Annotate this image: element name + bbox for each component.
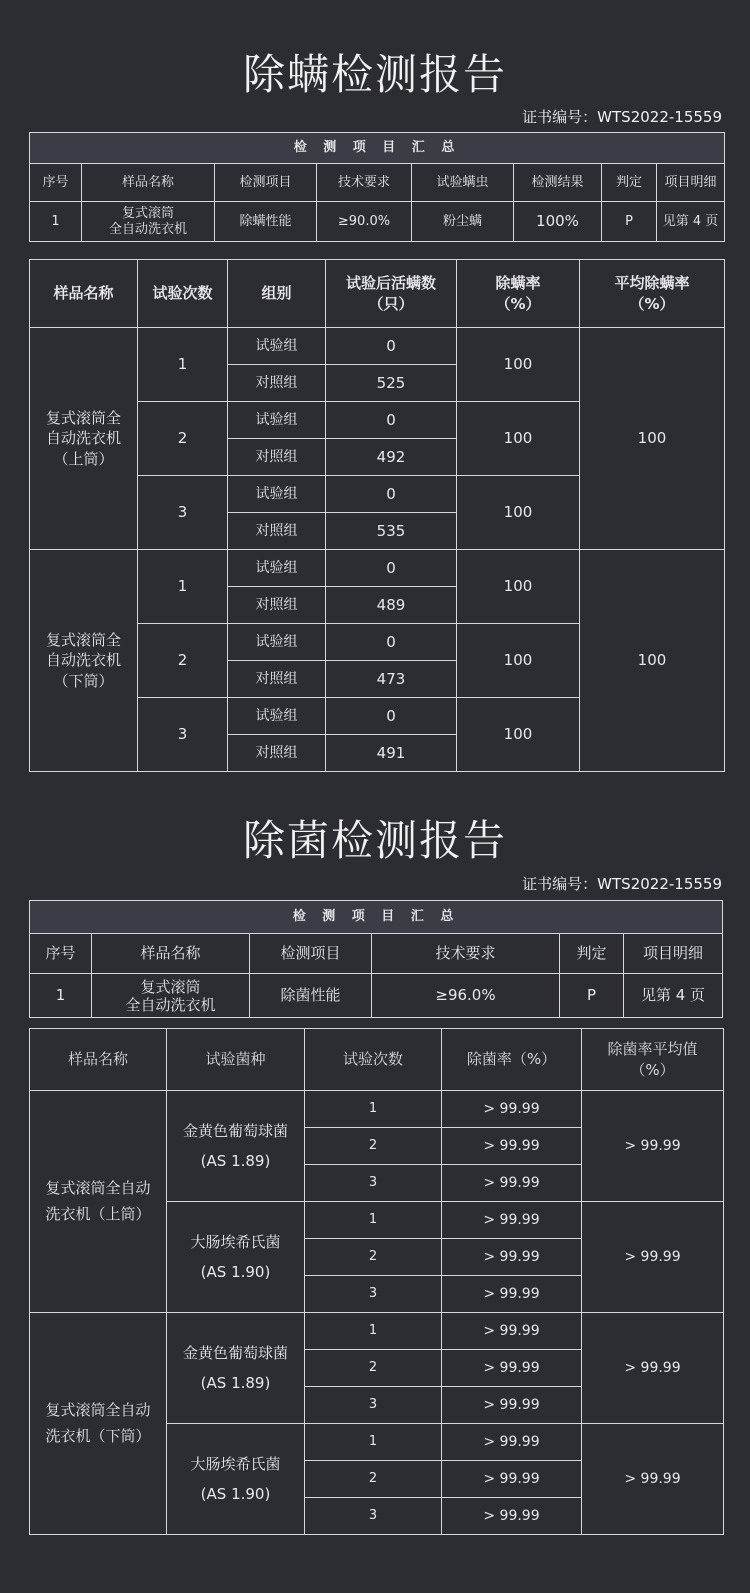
trial-number: 2 bbox=[138, 624, 228, 698]
summary-cell: P bbox=[602, 202, 657, 242]
summary-heading: 检 测 项 目 汇 总 bbox=[30, 901, 723, 934]
col-header: 技术要求 bbox=[372, 934, 560, 974]
average-rate: > 99.99 bbox=[582, 1091, 724, 1202]
group-label: 对照组 bbox=[228, 661, 326, 698]
col-header: 除菌率平均值 （%） bbox=[582, 1029, 724, 1091]
trial-number: 1 bbox=[305, 1091, 442, 1128]
removal-rate: 100 bbox=[457, 698, 580, 772]
summary-cell: 见第 4 页 bbox=[624, 974, 723, 1018]
col-header: 序号 bbox=[30, 164, 82, 202]
strain-name: 大肠埃希氏菌 (AS 1.90) bbox=[167, 1424, 305, 1535]
removal-rate: > 99.99 bbox=[442, 1091, 582, 1128]
removal-rate: 100 bbox=[457, 476, 580, 550]
col-header: 检测结果 bbox=[514, 164, 602, 202]
trial-number: 1 bbox=[138, 328, 228, 402]
trial-number: 2 bbox=[138, 402, 228, 476]
strain-name: 大肠埃希氏菌 (AS 1.90) bbox=[167, 1202, 305, 1313]
summary-cell: 1 bbox=[30, 974, 92, 1018]
col-header: 样品名称 bbox=[92, 934, 250, 974]
average-rate: 100 bbox=[580, 328, 725, 550]
group-label: 试验组 bbox=[228, 476, 326, 513]
removal-rate: 100 bbox=[457, 328, 580, 402]
mite-count: 473 bbox=[326, 661, 457, 698]
removal-rate: > 99.99 bbox=[442, 1239, 582, 1276]
col-header: 项目明细 bbox=[657, 164, 725, 202]
sample-name: 复式滚筒全自动 洗衣机（下筒） bbox=[30, 1313, 167, 1535]
bacteria-certificate-number: 证书编号：WTS2022-15559 bbox=[522, 875, 722, 893]
trial-number: 3 bbox=[138, 476, 228, 550]
group-label: 试验组 bbox=[228, 698, 326, 735]
mite-count: 0 bbox=[326, 624, 457, 661]
removal-rate: > 99.99 bbox=[442, 1498, 582, 1535]
sample-name: 复式滚筒全自动 洗衣机（上筒） bbox=[30, 1091, 167, 1313]
col-header: 除螨率 （%） bbox=[457, 260, 580, 328]
summary-cell: 1 bbox=[30, 202, 82, 242]
mite-report-title: 除螨检测报告 bbox=[242, 50, 507, 99]
mite-count: 0 bbox=[326, 476, 457, 513]
sample-name: 复式滚筒全 自动洗衣机 （上筒） bbox=[30, 328, 138, 550]
summary-cell: ≥90.0% bbox=[317, 202, 412, 242]
mite-detail-table bbox=[29, 259, 725, 772]
summary-cell: 复式滚筒 全自动洗衣机 bbox=[92, 974, 250, 1018]
col-header: 样品名称 bbox=[30, 260, 138, 328]
col-header: 平均除螨率 （%） bbox=[580, 260, 725, 328]
mite-count: 0 bbox=[326, 328, 457, 365]
col-header: 样品名称 bbox=[82, 164, 215, 202]
col-header: 技术要求 bbox=[317, 164, 412, 202]
removal-rate: 100 bbox=[457, 550, 580, 624]
col-header: 判定 bbox=[602, 164, 657, 202]
col-header: 试验菌种 bbox=[167, 1029, 305, 1091]
group-label: 对照组 bbox=[228, 513, 326, 550]
removal-rate: > 99.99 bbox=[442, 1424, 582, 1461]
removal-rate: > 99.99 bbox=[442, 1350, 582, 1387]
trial-number: 3 bbox=[305, 1498, 442, 1535]
trial-number: 1 bbox=[305, 1424, 442, 1461]
col-header: 除菌率（%） bbox=[442, 1029, 582, 1091]
mite-count: 489 bbox=[326, 587, 457, 624]
trial-number: 2 bbox=[305, 1461, 442, 1498]
removal-rate: > 99.99 bbox=[442, 1276, 582, 1313]
mite-count: 535 bbox=[326, 513, 457, 550]
group-label: 对照组 bbox=[228, 439, 326, 476]
trial-number: 1 bbox=[138, 550, 228, 624]
trial-number: 2 bbox=[305, 1128, 442, 1165]
mite-certificate-number: 证书编号：WTS2022-15559 bbox=[522, 108, 722, 126]
trial-number: 2 bbox=[305, 1350, 442, 1387]
summary-heading: 检 测 项 目 汇 总 bbox=[30, 133, 725, 164]
trial-number: 2 bbox=[305, 1239, 442, 1276]
group-label: 试验组 bbox=[228, 624, 326, 661]
summary-cell: 除螨性能 bbox=[215, 202, 317, 242]
summary-cell: 100% bbox=[514, 202, 602, 242]
average-rate: > 99.99 bbox=[582, 1202, 724, 1313]
group-label: 对照组 bbox=[228, 365, 326, 402]
removal-rate: > 99.99 bbox=[442, 1128, 582, 1165]
summary-cell: P bbox=[560, 974, 624, 1018]
removal-rate: > 99.99 bbox=[442, 1165, 582, 1202]
removal-rate: > 99.99 bbox=[442, 1313, 582, 1350]
bacteria-report-title: 除菌检测报告 bbox=[242, 816, 507, 865]
col-header: 检测项目 bbox=[250, 934, 372, 974]
mite-count: 0 bbox=[326, 698, 457, 735]
col-header: 试验次数 bbox=[138, 260, 228, 328]
summary-cell: 见第 4 页 bbox=[657, 202, 725, 242]
mite-summary-table bbox=[29, 132, 725, 242]
col-header: 项目明细 bbox=[624, 934, 723, 974]
summary-cell: ≥96.0% bbox=[372, 974, 560, 1018]
removal-rate: 100 bbox=[457, 402, 580, 476]
group-label: 试验组 bbox=[228, 402, 326, 439]
trial-number: 3 bbox=[305, 1387, 442, 1424]
mite-count: 491 bbox=[326, 735, 457, 772]
group-label: 对照组 bbox=[228, 587, 326, 624]
strain-name: 金黄色葡萄球菌 (AS 1.89) bbox=[167, 1091, 305, 1202]
col-header: 检测项目 bbox=[215, 164, 317, 202]
summary-cell: 复式滚筒 全自动洗衣机 bbox=[82, 202, 215, 242]
col-header: 样品名称 bbox=[30, 1029, 167, 1091]
strain-name: 金黄色葡萄球菌 (AS 1.89) bbox=[167, 1313, 305, 1424]
col-header: 判定 bbox=[560, 934, 624, 974]
bacteria-summary-table bbox=[29, 900, 723, 1018]
average-rate: > 99.99 bbox=[582, 1424, 724, 1535]
group-label: 试验组 bbox=[228, 328, 326, 365]
removal-rate: 100 bbox=[457, 624, 580, 698]
mite-count: 0 bbox=[326, 550, 457, 587]
mite-count: 525 bbox=[326, 365, 457, 402]
average-rate: 100 bbox=[580, 550, 725, 772]
col-header: 组别 bbox=[228, 260, 326, 328]
bacteria-detail-table bbox=[29, 1028, 724, 1535]
trial-number: 3 bbox=[305, 1276, 442, 1313]
mite-count: 0 bbox=[326, 402, 457, 439]
summary-cell: 粉尘螨 bbox=[412, 202, 514, 242]
group-label: 试验组 bbox=[228, 550, 326, 587]
sample-name: 复式滚筒全 自动洗衣机 （下筒） bbox=[30, 550, 138, 772]
mite-count: 492 bbox=[326, 439, 457, 476]
col-header: 试验次数 bbox=[305, 1029, 442, 1091]
trial-number: 1 bbox=[305, 1202, 442, 1239]
group-label: 对照组 bbox=[228, 735, 326, 772]
col-header: 试验螨虫 bbox=[412, 164, 514, 202]
col-header: 序号 bbox=[30, 934, 92, 974]
removal-rate: > 99.99 bbox=[442, 1461, 582, 1498]
col-header: 试验后活螨数 （只） bbox=[326, 260, 457, 328]
removal-rate: > 99.99 bbox=[442, 1387, 582, 1424]
trial-number: 1 bbox=[305, 1313, 442, 1350]
removal-rate: > 99.99 bbox=[442, 1202, 582, 1239]
summary-cell: 除菌性能 bbox=[250, 974, 372, 1018]
average-rate: > 99.99 bbox=[582, 1313, 724, 1424]
trial-number: 3 bbox=[138, 698, 228, 772]
trial-number: 3 bbox=[305, 1165, 442, 1202]
